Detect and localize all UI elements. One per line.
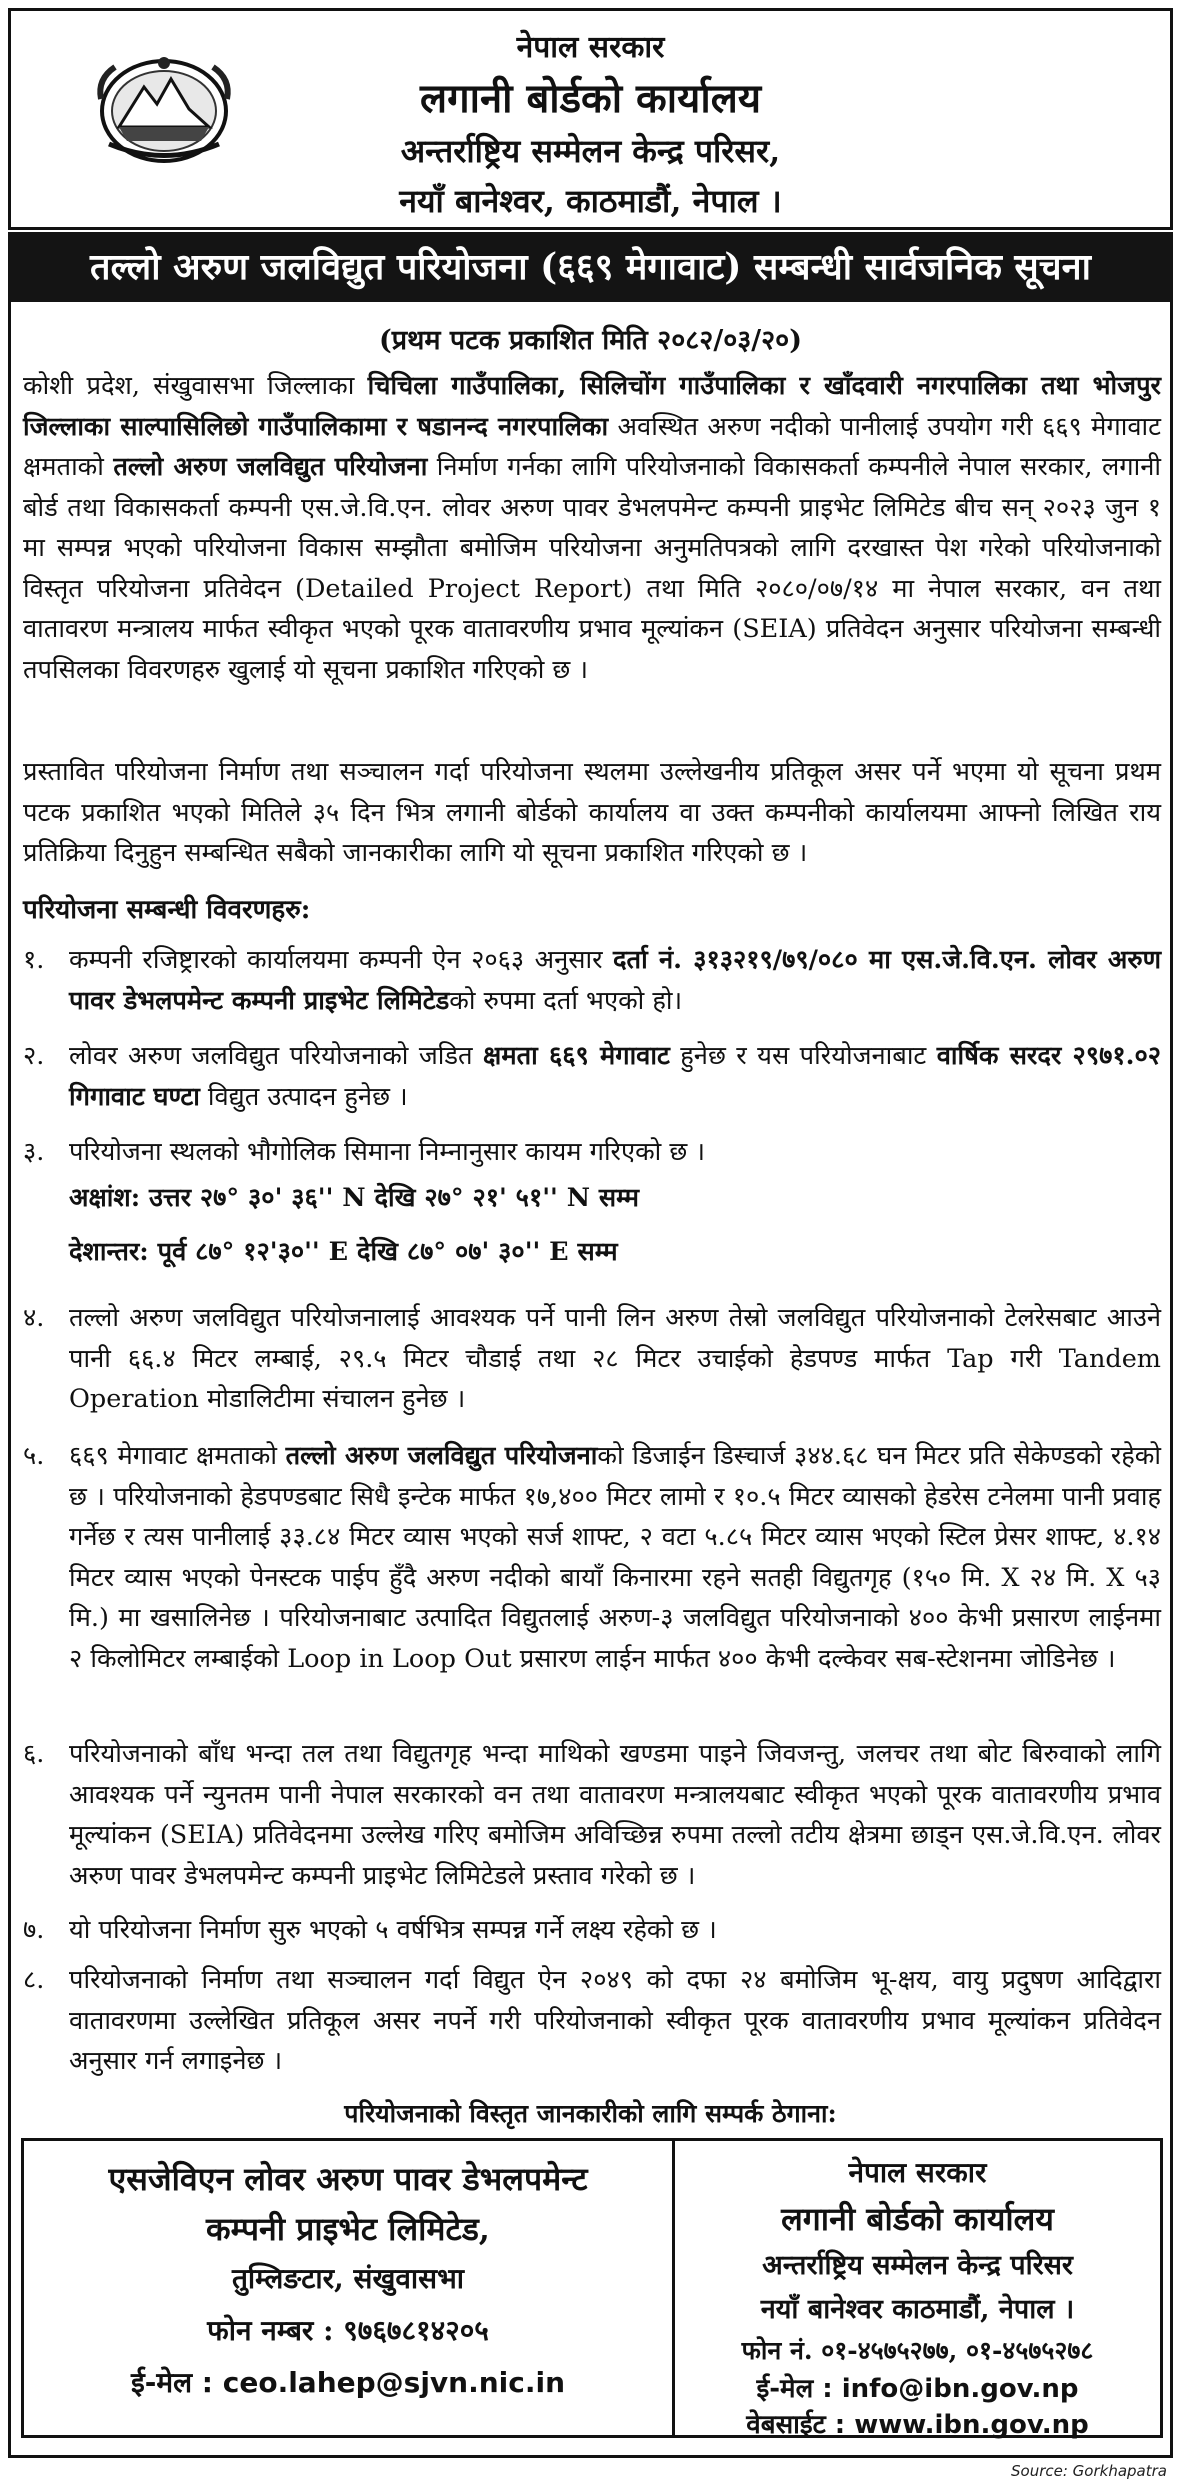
header-gov-name: नेपाल सरकार <box>516 30 665 65</box>
item-1-text-b: दर्ता नं. ३१३२१९/७९/०८० मा एस.जे.वि.एन. लोवर अरुण पावर डेभलपमेन्ट कम्पनी प्राइभेट लिमिटेड <box>69 945 1162 1016</box>
intro-text-a: कोशी प्रदेश, संखुवासभा जिल्लाका <box>23 371 368 401</box>
item-number: ७. <box>23 1915 45 1945</box>
intro-text-c: अवस्थित अरुण नदीको पानीलाई उपयोग गरी ६६९ मेगावाट क्षमताको <box>23 411 1161 482</box>
intro-text-d: तल्लो अरुण जलविद्युत परियोजना <box>113 452 428 482</box>
company-phone: फोन नम्बर : ९७६७८१४२०५ <box>207 2314 489 2347</box>
item-text <box>69 1036 1161 1117</box>
item-5-text-a: ६६९ मेगावाट क्षमताको <box>69 1441 286 1471</box>
intro-text-e: निर्माण गर्नका लागि परियोजनाको विकासकर्ता कम्पनीले नेपाल सरकार, लगानी बोर्ड तथा विकासकर्ता कम्पनी एस.जे.वि.एन. लोवर अरुण पावर डेभलपमेन्ट कम्पनी प्राइभेट लिमिटेड बीच सन् २०२३ जुन १ मा सम्पन्न भएको परियोजना विकास सम्झौता बमोजिम परियोजना अनुमतिपत्रको लागि दरखास्त पेश गरेको परियोजनाको विस्तृत परियोजना प्रतिवेदन (Detailed Project Report) तथा मिति २०८०/०७/१४ मा नेपाल सरकार, वन तथा वातावरण मन्त्रालय मार्फत स्वीकृत भएको पूरक वातावरणीय प्रभाव मूल्यांकन (SEIA) प्रतिवेदन अनुसार परियोजना सम्बन्धी तपसिलका विवरणहरु खुलाई यो सूचना प्रकाशित गरिएको छ । <box>23 452 1161 685</box>
item-2-text-c: हुनेछ र यस परियोजनाबाट <box>669 1041 937 1071</box>
item-5-text-c: को डिजाईन डिस्चार्ज ३४४.६८ घन मिटर प्रति सेकेण्डको रहेको छ । परियोजनाको हेडपण्डबाट सिधै इन्टेक मार्फत १७,४०० मिटर लामो र १०.५ मिटर व्यासको हेडरेस टनेलमा पानी प्रवाह गर्नेछ र त्यस पानीलाई ३३.८४ मिटर व्यास भएको सर्ज शाफ्ट, २ वटा ५.८५ मिटर व्यास भएको स्टिल प्रेसर शाफ्ट, ४.१४ मिटर व्यास भएको पेनस्टक पाईप हुँदै अरुण नदीको बायाँ किनारमा रहने सतही विद्युतगृह (१५० मि. X २४ मि. X ५३ मि.) मा खसालिनेछ । परियोजनाबाट उत्पादित विद्युतलाई अरुण-३ जलविद्युत परियोजनाको ४०० केभी प्रसारण लाईनमा २ किलोमिटर लम्बाईको Loop in Loop Out प्रसारण लाईन मार्फत ४०० केभी दल्केवर सब-स्टेशनमा जोडिनेछ । <box>69 1441 1161 1674</box>
item-number: ३. <box>23 1137 45 1167</box>
ibn-website[interactable]: वेबसाईट : www.ibn.gov.np <box>746 2410 1089 2440</box>
header-box <box>8 8 1173 230</box>
item-number: ४. <box>23 1303 45 1333</box>
contact-box-company <box>21 2138 675 2438</box>
item-text <box>69 1436 1161 1679</box>
item-number: ६. <box>23 1739 45 1769</box>
company-name-line-1: एसजेविएन लोवर अरुण पावर डेभलपमेन्ट <box>108 2160 588 2198</box>
ibn-address-1: अन्तर्राष्ट्रिय सम्मेलन केन्द्र परिसर <box>762 2250 1073 2281</box>
ibn-email[interactable]: ई-मेल : info@ibn.gov.np <box>756 2374 1079 2404</box>
item-text: तल्लो अरुण जलविद्युत परियोजनालाई आवश्यक पर्ने पानी लिन अरुण तेस्रो जलविद्युत परियोजनाको टेलरेसबाट आउने पानी ६६.४ मिटर लम्बाई, २९.५ मिटर चौडाई तथा २८ मिटर उचाईको हेडपण्ड मार्फत Tap गरी Tandem Operation मोडालिटीमा संचालन हुनेछ । <box>69 1303 1161 1414</box>
latitude-range: अक्षांश: उत्तर २७° ३०' ३६'' N देखि २७° २१' ५१'' N सम्म <box>69 1183 639 1213</box>
item-number: ८. <box>23 1965 45 1995</box>
contact-box-ibn <box>675 2138 1163 2438</box>
item-1-text-a: कम्पनी रजिष्ट्रारको कार्यालयमा कम्पनी ऐन २०६३ अनुसार <box>69 945 614 975</box>
company-address: तुम्लिङटार, संखुवासभा <box>231 2262 465 2295</box>
item-2-text-a: लोवर अरुण जलविद्युत परियोजनाको जडित <box>69 1041 484 1071</box>
header-address-1: अन्तर्राष्ट्रिय सम्मेलन केन्द्र परिसर, <box>400 132 781 170</box>
item-number: १. <box>23 945 45 975</box>
item-2-text-d: वार्षिक सरदर २९७१.०२ गिगावाट घण्टा <box>69 1041 1161 1112</box>
item-2-text-b: क्षमता ६६९ मेगावाट <box>483 1041 670 1071</box>
item-text: यो परियोजना निर्माण सुरु भएको ५ वर्षभित्र सम्पन्न गर्ने लक्ष्य रहेको छ । <box>69 1915 717 1945</box>
notice-body <box>8 300 1173 2458</box>
item-text: परियोजनाको निर्माण तथा सञ्चालन गर्दा विद्युत ऐन २०४९ को दफा २४ बमोजिम भू-क्षय, वायु प्रदुषण आदिद्वारा वातावरणमा उल्लेखित प्रतिकूल असर नपर्ने गरी परियोजनाको स्वीकृत पूरक वातावरणीय प्रभाव मूल्यांकन प्रतिवेदन अनुसार गर्न लगाइनेछ । <box>69 1965 1161 2076</box>
item-1-text-c: को रुपमा दर्ता भएको हो। <box>449 985 683 1016</box>
longitude-range: देशान्तर: पूर्व ८७° १२'३०'' E देखि ८७° ०७' ३०'' E सम्म <box>69 1237 618 1267</box>
item-text: परियोजनाको बाँध भन्दा तल तथा विद्युतगृह भन्दा माथिको खण्डमा पाइने जिवजन्तु, जलचर तथा बोट बिरुवाको लागि आवश्यक पर्ने न्युनतम पानी नेपाल सरकारको वन तथा वातावरण मन्त्रालयबाट स्वीकृत भएको पूरक वातावरणीय प्रभाव मूल्यांकन (SEIA) प्रतिवेदनमा उल्लेख गरिए बमोजिम अविच्छिन्न रुपमा तल्लो तटीय क्षेत्रमा छाड्न एस.जे.वि.एन. लोवर अरुण पावर डेभलपमेन्ट कम्पनी प्राइभेट लिमिटेडले प्रस्ताव गरेको छ । <box>69 1739 1161 1891</box>
comment-paragraph: प्रस्तावित परियोजना निर्माण तथा सञ्चालन गर्दा परियोजना स्थलमा उल्लेखनीय प्रतिकूल असर पर्ने भएमा यो सूचना प्रथम पटक प्रकाशित भएको मितिले ३५ दिन भित्र लगानी बोर्डको कार्यालय वा उक्त कम्पनीको कार्यालयमा आफ्नो लिखित राय प्रतिक्रिया दिनुहुन सम्बन्धित सबैको जानकारीका लागि यो सूचना प्रकाशित गरिएको छ । <box>23 757 1161 868</box>
item-5-text-b: तल्लो अरुण जलविद्युत परियोजना <box>285 1441 598 1471</box>
item-2-text-e: विद्युत उत्पादन हुनेछ । <box>199 1081 408 1112</box>
first-published-date: (प्रथम पटक प्रकाशित मिति २०८२/०३/२०) <box>379 325 802 356</box>
item-number: २. <box>23 1041 45 1071</box>
details-title: परियोजना सम्बन्धी विवरणहरु: <box>23 895 311 925</box>
company-email[interactable]: ई-मेल : ceo.lahep@sjvn.nic.in <box>130 2366 566 2399</box>
ibn-office-name: लगानी बोर्डको कार्यालय <box>781 2200 1054 2238</box>
notice-title: तल्लो अरुण जलविद्युत परियोजना (६६९ मेगावाट) सम्बन्धी सार्वजनिक सूचना <box>8 232 1173 302</box>
contact-heading: परियोजनाको विस्तृत जानकारीको लागि सम्पर्क ठेगाना: <box>344 2099 837 2128</box>
header-office-name: लगानी बोर्डको कार्यालय <box>419 75 762 122</box>
ibn-phone: फोन नं. ०१-४५७५२७७, ०१-४५७५२७८ <box>741 2336 1094 2365</box>
header-address-2: नयाँ बानेश्वर, काठमाडौं, नेपाल । <box>399 182 782 220</box>
item-text: परियोजना स्थलको भौगोलिक सिमाना निम्नानुसार कायम गरिएको छ । <box>69 1137 706 1167</box>
intro-text-b: चिचिला गाउँपालिका, सिलिचोंग गाउँपालिका र खाँदवारी नगरपालिका तथा भोजपुर जिल्लाका साल्पासिलिछो गाउँपालिकामा र षडानन्द नगरपालिका <box>23 371 1161 442</box>
ibn-address-2: नयाँ बानेश्वर काठमाडौं, नेपाल । <box>760 2294 1075 2325</box>
source-credit: Source: Gorkhapatra <box>1011 2462 1167 2480</box>
ibn-gov-name: नेपाल सरकार <box>848 2156 987 2189</box>
item-number: ५. <box>23 1441 45 1471</box>
item-text <box>69 940 1161 1021</box>
intro-paragraph <box>23 366 1161 690</box>
company-name-line-2: कम्पनी प्राइभेट लिमिटेड, <box>206 2210 490 2248</box>
